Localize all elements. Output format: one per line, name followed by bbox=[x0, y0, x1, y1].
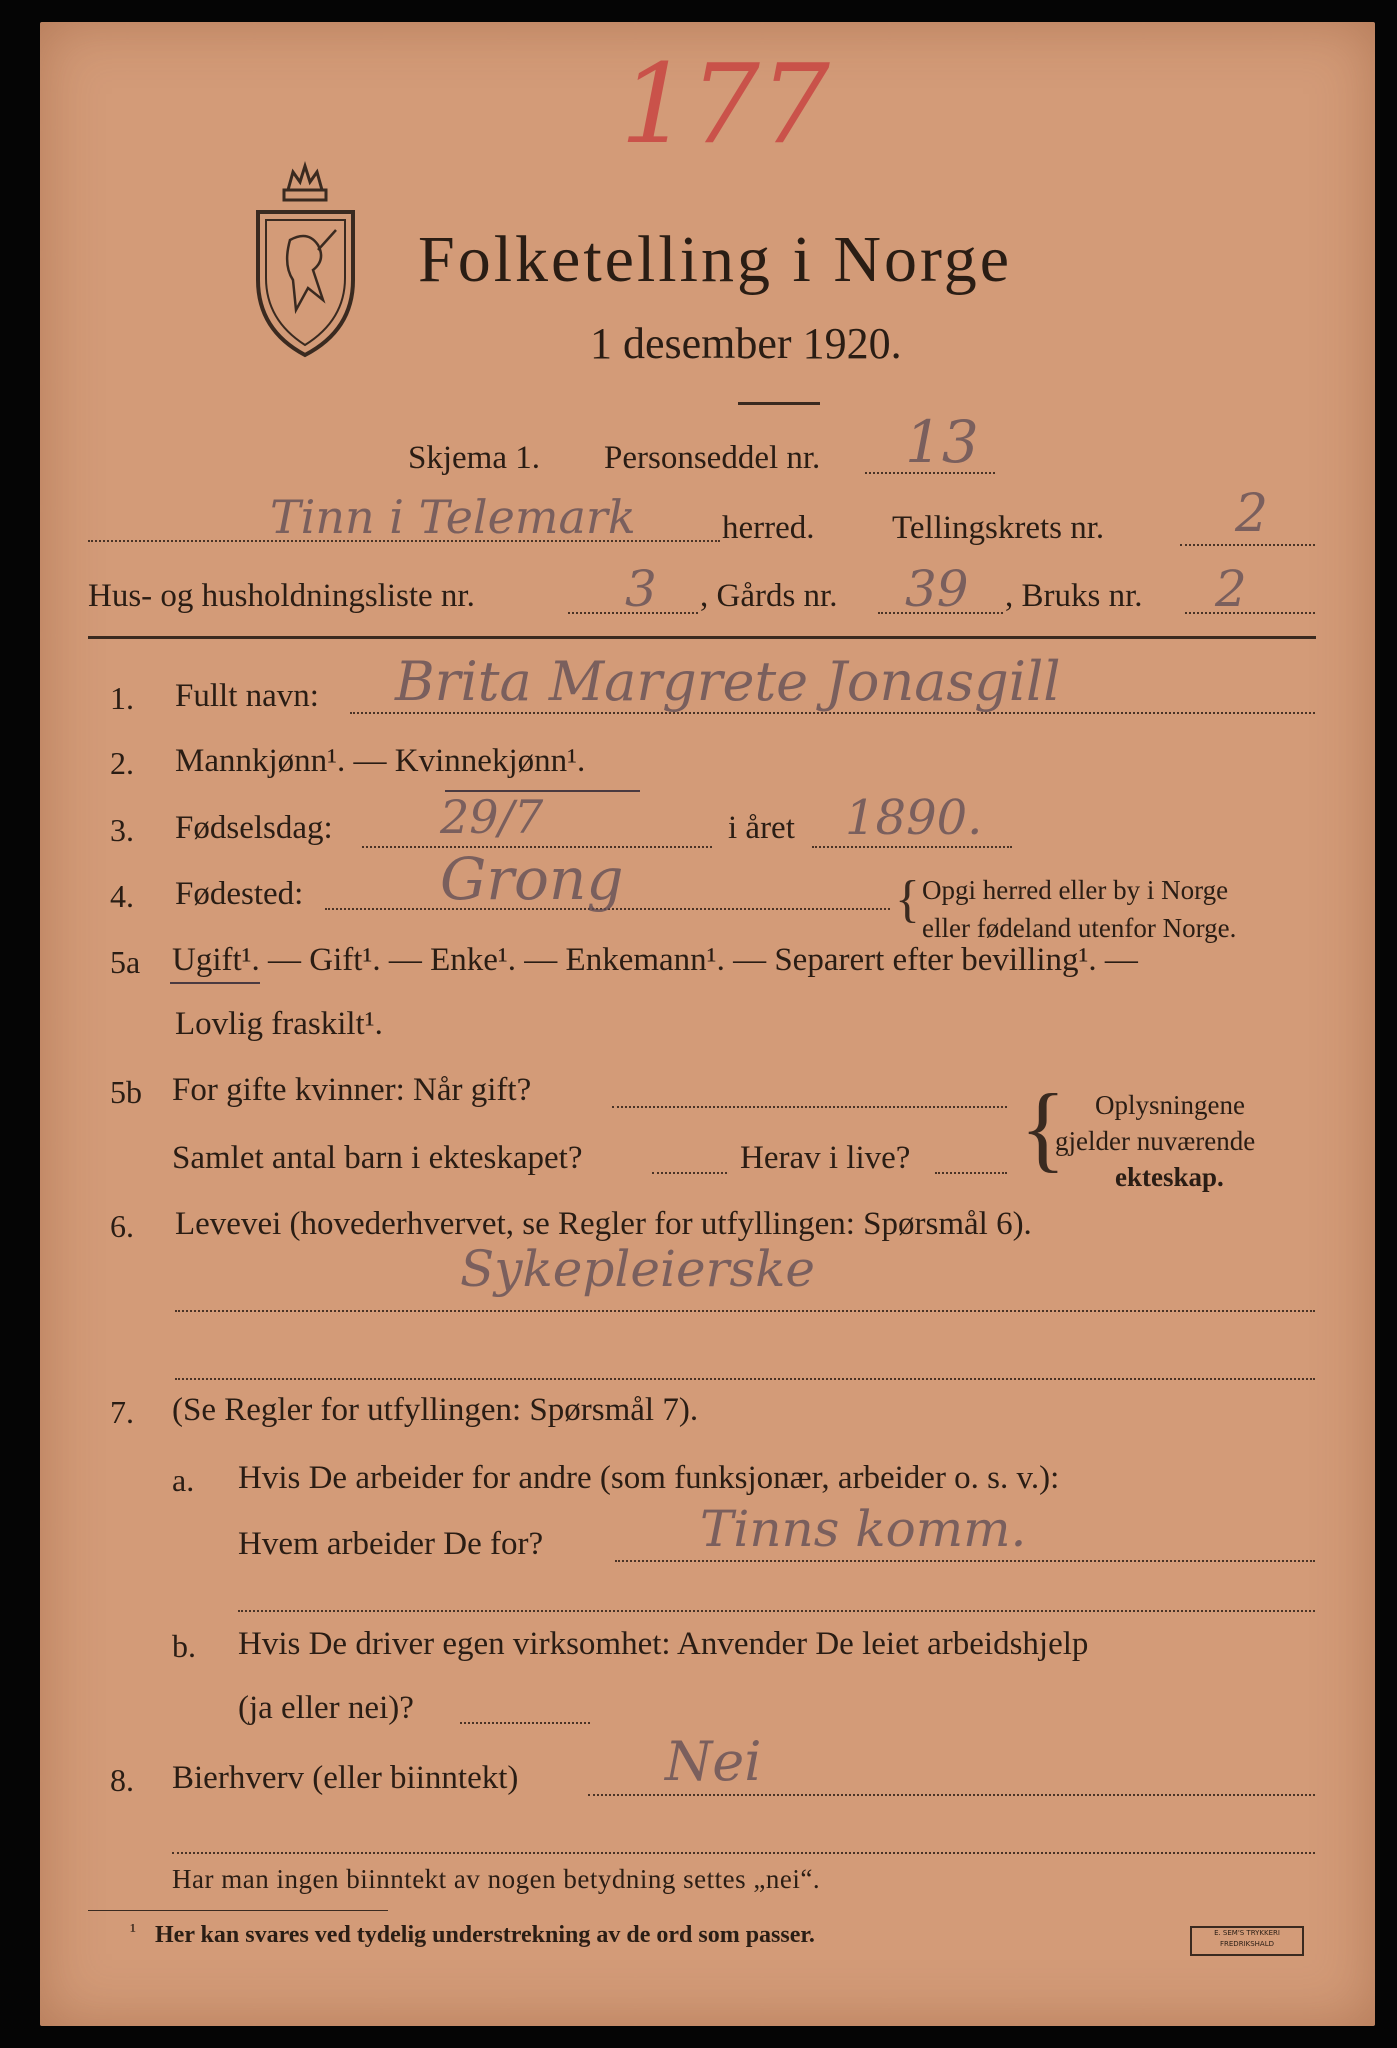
q3-year-line bbox=[812, 846, 1012, 848]
q2-label: Mannkjønn¹. — Kvinnekjønn¹. bbox=[175, 743, 586, 779]
personseddel-label: Personseddel nr. bbox=[604, 440, 821, 476]
skjema-label: Skjema 1. bbox=[408, 440, 540, 476]
q1-label: Fullt navn: bbox=[175, 678, 319, 714]
birthplace-value: Grong bbox=[440, 845, 624, 913]
printer-stamp bbox=[1190, 1926, 1304, 1956]
q5a-line2: Lovlig fraskilt¹. bbox=[175, 1006, 383, 1042]
employer-value: Tinns komm. bbox=[700, 1500, 1027, 1558]
tellingskrets-line bbox=[1180, 544, 1315, 546]
census-date: 1 desember 1920. bbox=[590, 319, 902, 368]
gards-label: , Gårds nr. bbox=[700, 578, 838, 614]
title-divider bbox=[738, 402, 820, 405]
tellingskrets-value: 2 bbox=[1235, 484, 1269, 544]
q3-number: 3. bbox=[110, 812, 134, 848]
q5b-note-line1: Oplysningene bbox=[1095, 1090, 1245, 1120]
q6-label: Levevei (hovederhvervet, se Regler for utfyllingen: Spørsmål 6). bbox=[175, 1206, 1032, 1242]
q5b-line1: For gifte kvinner: Når gift? bbox=[172, 1072, 532, 1108]
form-title: Folketelling i Norge bbox=[418, 223, 1013, 296]
q7-number: 7. bbox=[110, 1394, 134, 1430]
q6-line2 bbox=[175, 1378, 1315, 1380]
q7a-line1: Hvis De arbeider for andre (som funksjonær, arbeider o. s. v.): bbox=[238, 1460, 1060, 1496]
header-divider bbox=[88, 636, 1316, 639]
q7a-line2: Hvem arbeider De for? bbox=[238, 1526, 544, 1562]
q7a-extra-line bbox=[238, 1610, 1315, 1612]
printer-line1: E. SEM'S TRYKKERI bbox=[1214, 1929, 1280, 1937]
q7b-line bbox=[460, 1722, 590, 1724]
norwegian-coat-of-arms-icon bbox=[248, 160, 363, 360]
footnote-mark: ¹ bbox=[130, 1920, 136, 1942]
husholdningsliste-value: 3 bbox=[625, 560, 657, 618]
q7-label: (Se Regler for utfyllingen: Spørsmål 7). bbox=[172, 1392, 699, 1428]
q5b-brace: { bbox=[1020, 1074, 1067, 1181]
footnote: Her kan svares ved tydelig understrekning av de ord som passer. bbox=[155, 1922, 815, 1948]
q6-line1 bbox=[175, 1310, 1315, 1312]
q8-number: 8. bbox=[110, 1762, 134, 1798]
q1-number: 1. bbox=[110, 680, 134, 716]
printer-line2: FREDRIKSHALD bbox=[1219, 1940, 1274, 1948]
tellingskrets-label: Tellingskrets nr. bbox=[892, 510, 1105, 546]
q8-extra-line bbox=[172, 1852, 1315, 1854]
q3-label: Fødselsdag: bbox=[175, 810, 333, 846]
q5b-children-line bbox=[652, 1172, 727, 1174]
q4-note-line1: Opgi herred eller by i Norge bbox=[922, 875, 1229, 905]
q5b-note-line3: ekteskap. bbox=[1115, 1162, 1224, 1192]
personseddel-value: 13 bbox=[905, 408, 979, 476]
husholdningsliste-label: Hus- og husholdningsliste nr. bbox=[88, 578, 475, 614]
herred-value: Tinn i Telemark bbox=[270, 490, 636, 544]
q7b-line2: (ja eller nei)? bbox=[238, 1690, 414, 1726]
bruks-line bbox=[1185, 612, 1315, 614]
q8-label: Bierhverv (eller biinntekt) bbox=[172, 1760, 519, 1796]
occupation-value: Sykepleierske bbox=[460, 1240, 816, 1298]
q5b-line2a: Samlet antal barn i ekteskapet? bbox=[172, 1140, 583, 1176]
q5a-underline bbox=[170, 982, 260, 984]
side-income-value: Nei bbox=[665, 1730, 762, 1793]
q5a-number: 5a bbox=[110, 944, 141, 980]
q7b-line1: Hvis De driver egen virksomhet: Anvender De leiet arbeidshjelp bbox=[238, 1626, 1089, 1662]
q7a-letter: a. bbox=[172, 1462, 195, 1498]
q4-label: Fødested: bbox=[175, 876, 304, 912]
q5b-alive-line bbox=[935, 1172, 1007, 1174]
q7b-letter: b. bbox=[172, 1628, 196, 1664]
footer-note: Har man ingen biinntekt av nogen betydning settes „nei“. bbox=[172, 1864, 821, 1894]
bruks-value: 2 bbox=[1215, 560, 1247, 618]
q5b-note-line2: gjelder nuværende bbox=[1055, 1126, 1256, 1156]
q4-brace: { bbox=[895, 871, 920, 928]
q6-number: 6. bbox=[110, 1208, 134, 1244]
q4-note-line2: eller fødeland utenfor Norge. bbox=[922, 913, 1237, 943]
q5b-line2b: Herav i live? bbox=[740, 1140, 911, 1176]
q4-number: 4. bbox=[110, 878, 134, 914]
birth-year-value: 1890. bbox=[845, 790, 983, 846]
q2-number: 2. bbox=[110, 745, 134, 781]
full-name-value: Brita Margrete Jonasgill bbox=[395, 650, 1061, 713]
q5b-number: 5b bbox=[110, 1074, 142, 1110]
bruks-label: , Bruks nr. bbox=[1005, 578, 1143, 614]
q8-line bbox=[588, 1794, 1315, 1796]
gards-value: 39 bbox=[905, 560, 969, 618]
birthday-value: 29/7 bbox=[440, 790, 544, 844]
q3-year-label: i året bbox=[728, 810, 795, 846]
q5b-when-line bbox=[612, 1106, 1007, 1108]
herred-label: herred. bbox=[722, 510, 815, 546]
q5a-line1: Ugift¹. — Gift¹. — Enke¹. — Enkemann¹. — Separert efter bevilling¹. — bbox=[172, 942, 1138, 978]
footnote-rule bbox=[88, 1910, 388, 1911]
q7a-line bbox=[615, 1560, 1315, 1562]
red-handwritten-mark: 177 bbox=[620, 40, 830, 168]
